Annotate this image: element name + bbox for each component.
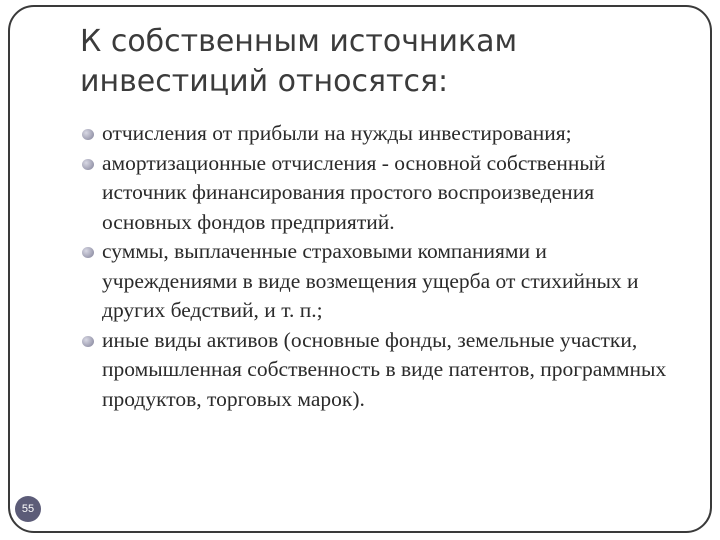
slide-title-line-1: К собственным источникам (80, 24, 518, 59)
slide-title (80, 22, 680, 102)
bullet-text: амортизационные отчисления - основной собственный источник финансирования простого воспроизведения основных фондов предприятий. (102, 150, 606, 234)
bullet-item (80, 237, 680, 326)
bullet-text: суммы, выплаченные страховыми компаниями и учреждениями в виде возмещения ущерба от стихийных и других бедствий, и т. п.; (102, 239, 639, 322)
bullet-list (80, 119, 680, 414)
bullet-dot-icon (82, 159, 94, 170)
bullet-text: иные виды активов (основные фонды, земельные участки, промышленная собственность в виде патентов, программных продуктов, торговых марок). (102, 327, 667, 411)
bullet-text: отчисления от прибыли на нужды инвестирования; (102, 121, 572, 145)
page-number-badge: 55 (15, 496, 41, 522)
slide-title-line-2: инвестиций относятся: (80, 64, 449, 99)
bullet-dot-icon (82, 247, 94, 258)
bullet-item (80, 119, 680, 149)
bullet-item (80, 149, 680, 238)
bullet-dot-icon (82, 336, 94, 347)
bullet-dot-icon (82, 129, 94, 140)
bullet-item (80, 326, 680, 415)
